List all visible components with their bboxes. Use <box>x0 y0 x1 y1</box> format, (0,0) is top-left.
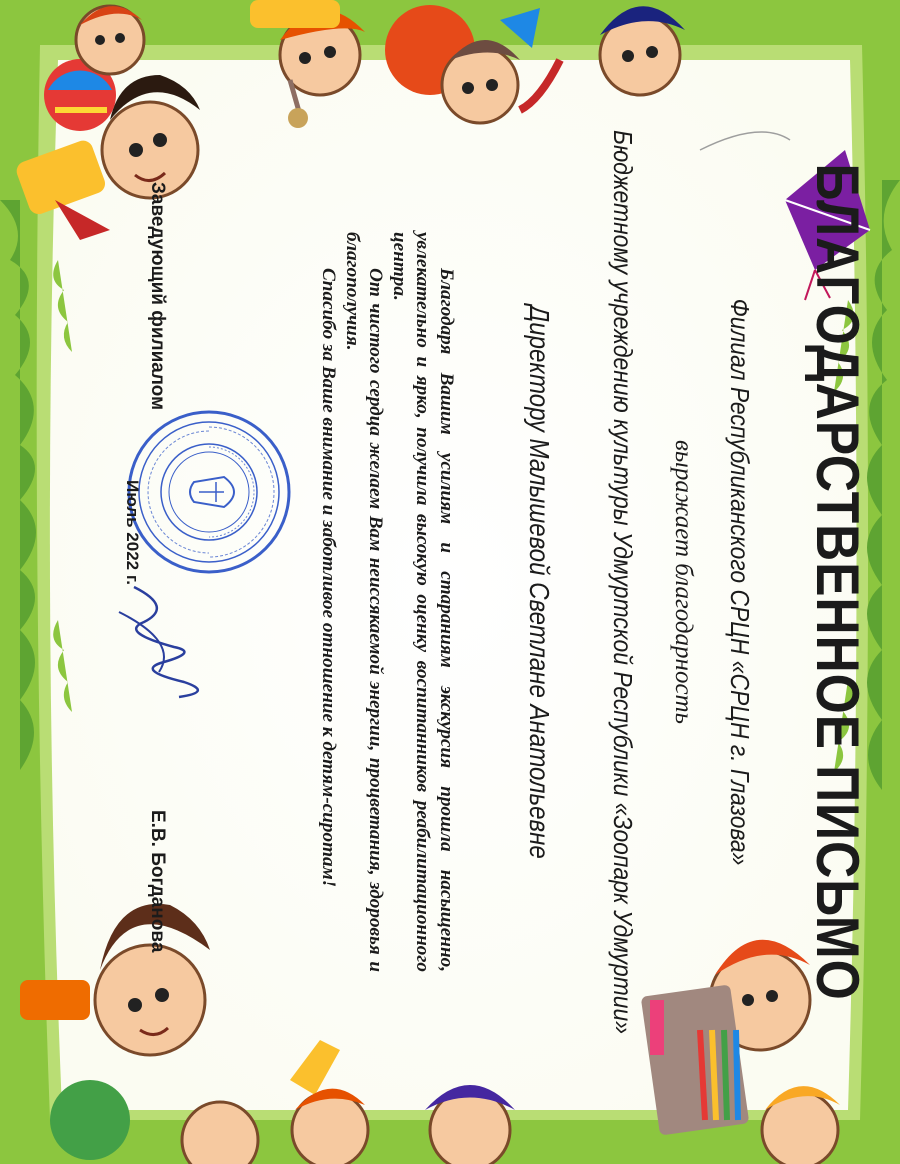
handwritten-signature <box>114 582 214 702</box>
body-paragraph-3: Спасибо за Ваше внимание и заботливое отношение к детям-сиротам! <box>318 268 340 888</box>
letter-body <box>317 232 458 972</box>
recipient-person: Директору Малышевой Светлане Анатольевне <box>524 305 555 859</box>
letter-date: Июль 2022 г. <box>123 480 142 585</box>
recipient-organization: Бюджетному учреждению культуры Удмуртской Республики «Зоопарк Удмуртии» <box>608 130 638 1034</box>
body-paragraph-2: От чистого сердца желаем Вам неиссякаемой энергии, процветания, здоровья и благополучия. <box>342 232 387 972</box>
letter-title: БЛАГОДАРСТВЕННОЕ ПИСЬМО <box>804 163 871 1001</box>
signature-role: Заведующий филиалом <box>147 182 168 411</box>
letter-content <box>10 17 890 1147</box>
expresses-line: выражает благодарность <box>670 440 697 724</box>
signature-name: Е.В. Богданова <box>147 810 168 953</box>
sender-line: Филиал Республиканского СРЦН «СРЦН г. Глазова» <box>725 298 755 866</box>
body-paragraph-1: Благодаря Вашим усилиям и стараниям экскурсия прошла насыщенно, увлекательно и ярко, получила высокую оценку воспитанников реабилитационного центра. <box>389 232 457 972</box>
official-seal <box>124 407 294 577</box>
